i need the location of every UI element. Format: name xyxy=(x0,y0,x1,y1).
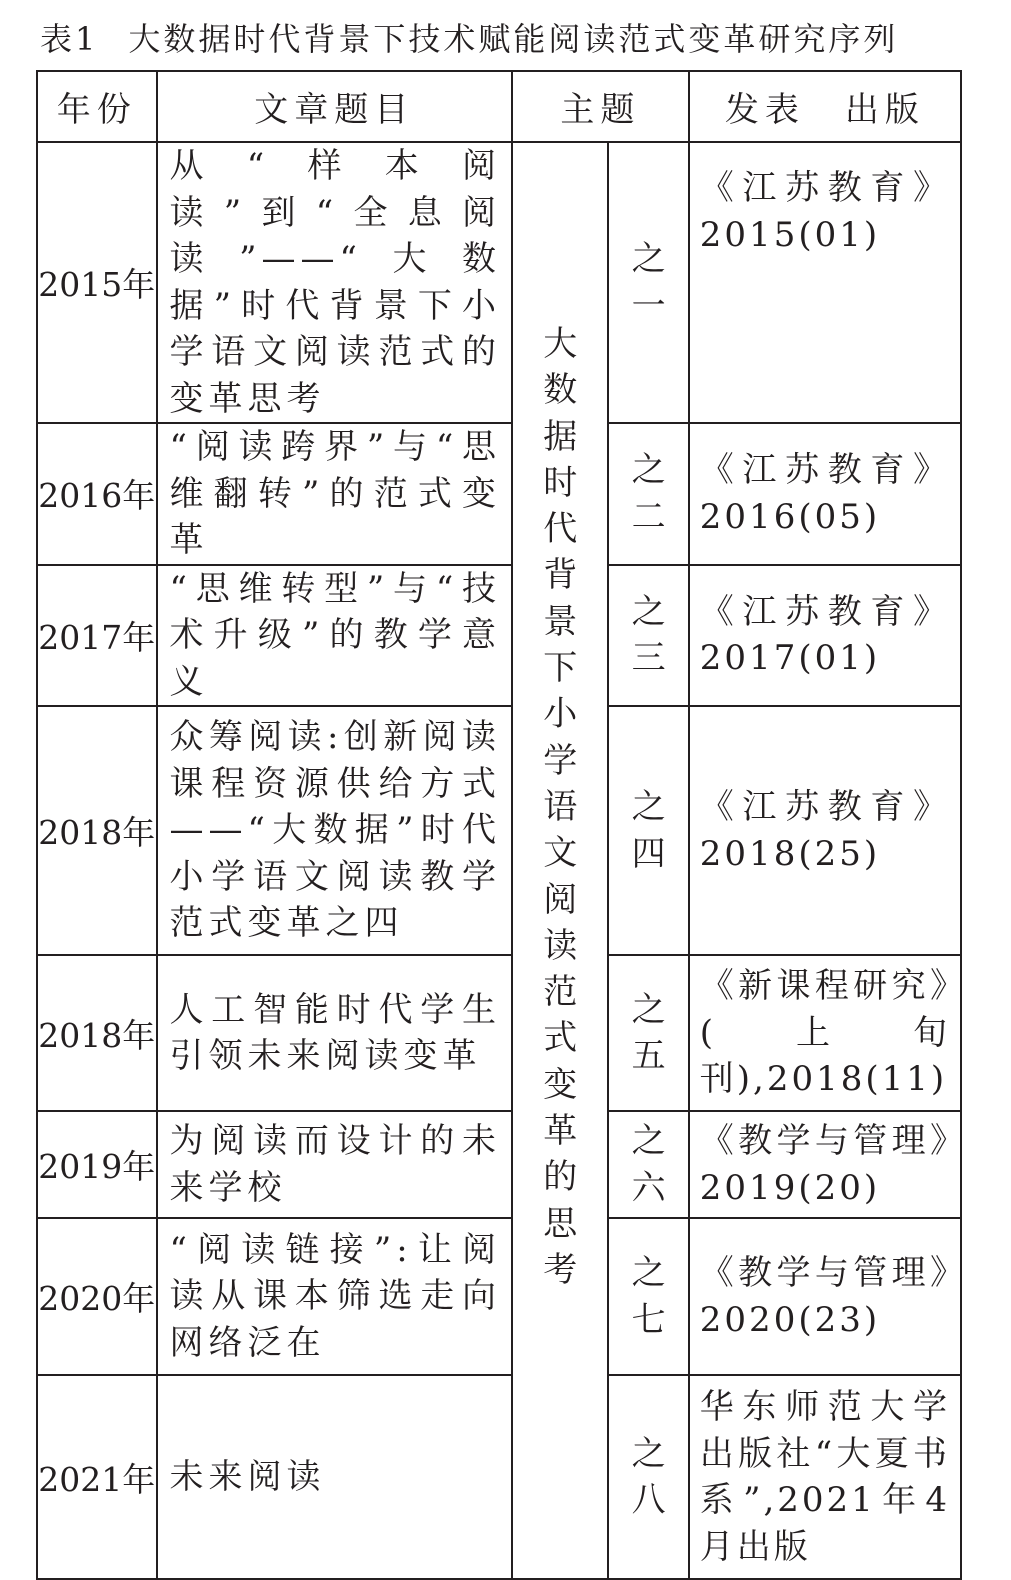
publication-cell: 《教学与管理》2020(23) xyxy=(689,1218,961,1375)
table-caption xyxy=(40,14,898,60)
sequence-cell: 之二 xyxy=(608,423,688,565)
publication-cell: 华东师范大学出版社“大夏书系”,2021年4月出版 xyxy=(689,1375,961,1579)
sequence-cell: 之六 xyxy=(608,1111,688,1218)
table-title: 大数据时代背景下技术赋能阅读范式变革研究序列 xyxy=(128,20,899,58)
table-row xyxy=(37,955,961,1111)
sequence-cell: 之五 xyxy=(608,955,688,1111)
sequence-cell: 之八 xyxy=(608,1375,688,1579)
theme-text: 大数据时代背景下小学语文阅读范式变革的思考 xyxy=(543,324,578,1290)
publication-cell: 《新课程研究》(上旬刊),2018(11) xyxy=(689,955,961,1111)
table-number: 表1 xyxy=(40,20,99,58)
publication-cell: 《教学与管理》2019(20) xyxy=(689,1111,961,1218)
article-title-cell: 从“样本阅读”到“全息阅读”——“大数据”时代背景下小学语文阅读范式的变革思考 xyxy=(157,142,513,423)
header-title: 文章题目 xyxy=(157,71,513,142)
theme-cell xyxy=(512,142,608,1579)
year-cell: 2020年 xyxy=(37,1218,157,1375)
year-cell: 2017年 xyxy=(37,565,157,707)
article-title-cell: “阅读跨界”与“思维翻转”的范式变革 xyxy=(157,423,513,565)
article-title-cell: 为阅读而设计的未来学校 xyxy=(157,1111,513,1218)
table-row xyxy=(37,142,961,423)
header-theme: 主题 xyxy=(512,71,689,142)
sequence-cell: 之七 xyxy=(608,1218,688,1375)
publication-cell: 《江苏教育》2016(05) xyxy=(689,423,961,565)
header-row xyxy=(37,71,961,142)
article-title-cell: 众筹阅读:创新阅读课程资源供给方式——“大数据”时代小学语文阅读教学范式变革之四 xyxy=(157,706,513,955)
publication-cell: 《江苏教育》2018(25) xyxy=(689,706,961,955)
year-cell: 2019年 xyxy=(37,1111,157,1218)
table-row xyxy=(37,423,961,565)
year-cell: 2016年 xyxy=(37,423,157,565)
header-publication: 发表 出版 xyxy=(689,71,961,142)
year-cell: 2021年 xyxy=(37,1375,157,1579)
research-series-table xyxy=(36,70,962,1580)
table-row xyxy=(37,1111,961,1218)
table-row xyxy=(37,565,961,707)
article-title-cell: 人工智能时代学生引领未来阅读变革 xyxy=(157,955,513,1111)
table-row xyxy=(37,1218,961,1375)
year-cell: 2018年 xyxy=(37,706,157,955)
article-title-cell: “阅读链接”:让阅读从课本筛选走向网络泛在 xyxy=(157,1218,513,1375)
sequence-cell: 之四 xyxy=(608,706,688,955)
year-cell: 2015年 xyxy=(37,142,157,423)
sequence-cell: 之三 xyxy=(608,565,688,707)
sequence-cell: 之一 xyxy=(608,142,688,423)
publication-cell: 《江苏教育》2017(01) xyxy=(689,565,961,707)
article-title-cell: “思维转型”与“技术升级”的教学意义 xyxy=(157,565,513,707)
article-title-cell: 未来阅读 xyxy=(157,1375,513,1579)
publication-cell: 《江苏教育》2015(01) xyxy=(689,142,961,423)
year-cell: 2018年 xyxy=(37,955,157,1111)
header-year: 年份 xyxy=(37,71,157,142)
table-row xyxy=(37,1375,961,1579)
table-row xyxy=(37,706,961,955)
